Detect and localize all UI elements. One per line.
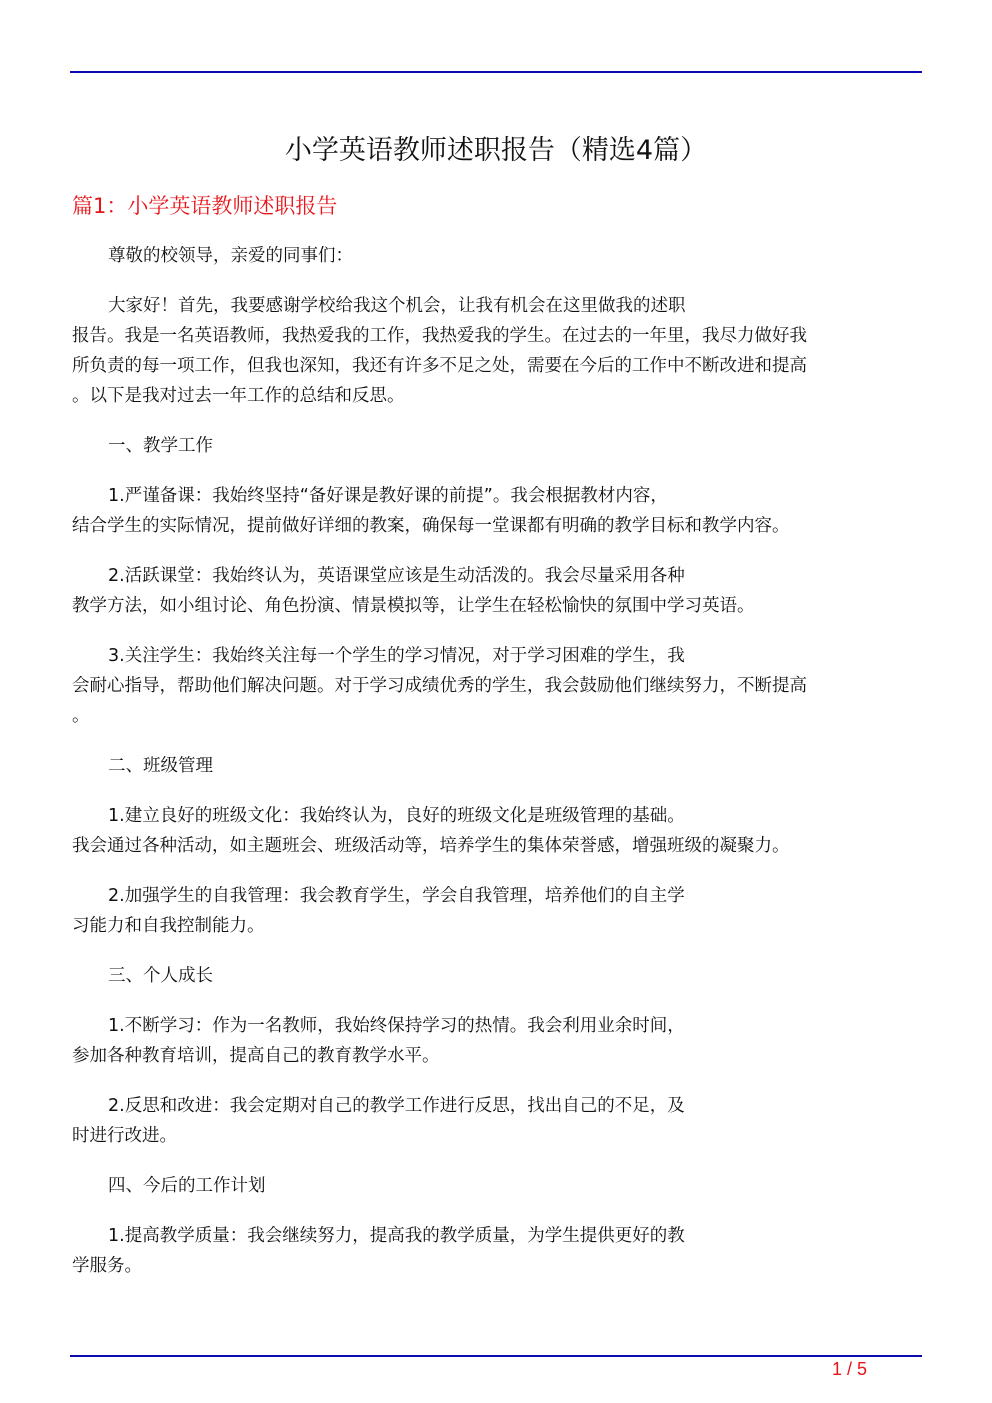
paragraph: [72, 291, 922, 411]
paragraph: [72, 1091, 922, 1151]
paragraph-line: 一、教学工作: [108, 436, 213, 456]
paragraph-line: 2.反思和改进：我会定期对自己的教学工作进行反思，找出自己的不足，及: [108, 1096, 685, 1116]
paragraph-line: 四、今后的工作计划: [108, 1176, 266, 1196]
paragraph: [72, 1171, 922, 1201]
paragraph-line: 2.活跃课堂：我始终认为，英语课堂应该是生动活泼的。我会尽量采用各种: [108, 566, 685, 586]
paragraph-line: 3.关注学生：我始终关注每一个学生的学习情况，对于学习困难的学生，我: [108, 646, 685, 666]
paragraph-line: 习能力和自我控制能力。: [72, 916, 265, 936]
paragraph-line: 参加各种教育培训，提高自己的教育教学水平。: [72, 1046, 440, 1066]
paragraph-line: 三、个人成长: [108, 966, 213, 986]
paragraph-line: 1.建立良好的班级文化：我始终认为，良好的班级文化是班级管理的基础。: [108, 806, 685, 826]
document-title: 小学英语教师述职报告（精选4篇）: [284, 135, 708, 166]
paragraph: [72, 881, 922, 941]
paragraph-line: 1.严谨备课：我始终坚持“备好课是教好课的前提”。我会根据教材内容，: [108, 486, 668, 506]
paragraph: [72, 431, 922, 461]
paragraph: [72, 1221, 922, 1281]
paragraph-line: 会耐心指导，帮助他们解决问题。对于学习成绩优秀的学生，我会鼓励他们继续努力，不断提高: [72, 676, 807, 696]
paragraph-line: 1.不断学习：作为一名教师，我始终保持学习的热情。我会利用业余时间，: [108, 1016, 685, 1036]
document-body: [72, 241, 922, 1301]
paragraph-line: 。以下是我对过去一年工作的总结和反思。: [72, 386, 405, 406]
paragraph-line: 大家好！首先，我要感谢学校给我这个机会，让我有机会在这里做我的述职: [108, 296, 686, 316]
paragraph: [72, 561, 922, 621]
paragraph-line: 。: [72, 706, 90, 726]
paragraph: [72, 1011, 922, 1071]
paragraph: [72, 751, 922, 781]
paragraph: [72, 961, 922, 991]
paragraph: [72, 641, 922, 731]
paragraph: [72, 801, 922, 861]
paragraph-line: 教学方法，如小组讨论、角色扮演、情景模拟等，让学生在轻松愉快的氛围中学习英语。: [72, 596, 755, 616]
paragraph: [72, 241, 922, 271]
page-number: 1 / 5: [832, 1359, 868, 1379]
paragraph-line: 我会通过各种活动，如主题班会、班级活动等，培养学生的集体荣誉感，增强班级的凝聚力。: [72, 836, 790, 856]
paragraph-line: 二、班级管理: [108, 756, 213, 776]
paragraph-line: 1.提高教学质量：我会继续努力，提高我的教学质量，为学生提供更好的教: [108, 1226, 685, 1246]
paragraph-line: 尊敬的校领导，亲爱的同事们：: [108, 246, 353, 266]
paragraph-line: 报告。我是一名英语教师，我热爱我的工作，我热爱我的学生。在过去的一年里，我尽力做好我: [72, 326, 807, 346]
paragraph: [72, 481, 922, 541]
footer-rule: [70, 1355, 922, 1357]
section-heading: 篇1：小学英语教师述职报告: [72, 194, 338, 218]
paragraph-line: 时进行改进。: [72, 1126, 177, 1146]
header-rule: [70, 71, 922, 73]
paragraph-line: 结合学生的实际情况，提前做好详细的教案，确保每一堂课都有明确的教学目标和教学内容。: [72, 516, 790, 536]
paragraph-line: 学服务。: [72, 1256, 142, 1276]
paragraph-line: 2.加强学生的自我管理：我会教育学生，学会自我管理，培养他们的自主学: [108, 886, 685, 906]
paragraph-line: 所负责的每一项工作，但我也深知，我还有许多不足之处，需要在今后的工作中不断改进和提高: [72, 356, 807, 376]
